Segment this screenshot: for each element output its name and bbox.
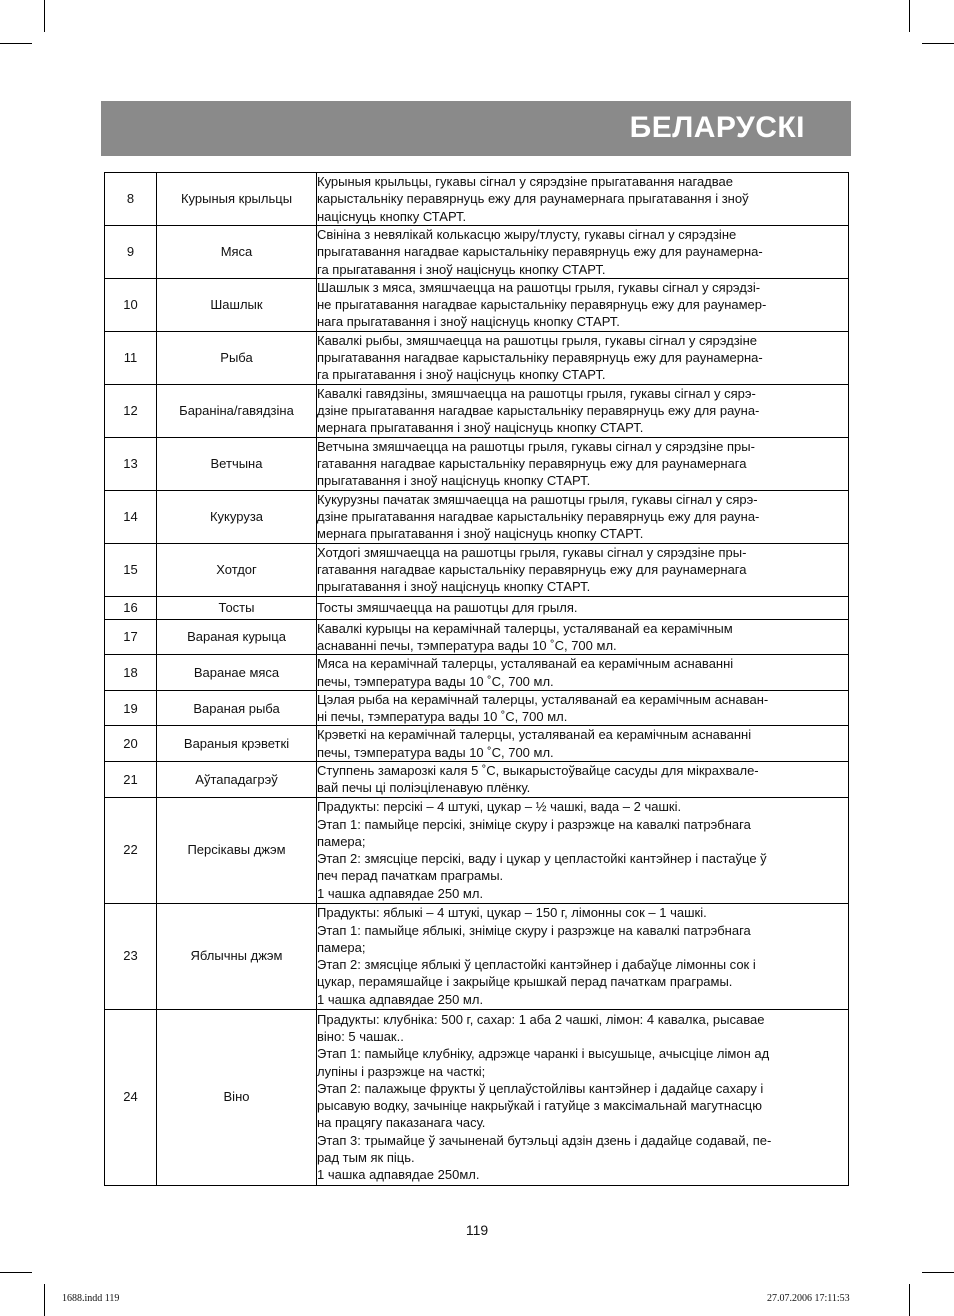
description-line: рад тым як піць. bbox=[317, 1150, 415, 1166]
program-number: 14 bbox=[105, 490, 157, 543]
program-number: 18 bbox=[105, 655, 157, 691]
program-description bbox=[317, 226, 849, 279]
description-line: дзіне прыгатавання нагадвае карыстальніку перавярнуць ежу для рауна- bbox=[317, 403, 760, 419]
program-description bbox=[317, 1009, 849, 1185]
description-line: Этап 1: памыйце клубніку, адрэжце чаранкі і высушыце, ачысціце лімон ад bbox=[317, 1046, 770, 1062]
description-line: віно: 5 чашак.. bbox=[317, 1028, 404, 1044]
crop-mark bbox=[44, 0, 45, 32]
language-banner bbox=[101, 101, 851, 156]
program-number: 19 bbox=[105, 690, 157, 726]
table-row bbox=[105, 797, 849, 903]
program-description bbox=[317, 797, 849, 903]
description-line: лупіны і разрэжце на часткі; bbox=[317, 1063, 486, 1079]
description-line: карыстальніку перавярнуць ежу для раунамернага прыгатавання і зноў bbox=[317, 191, 749, 207]
description-line: мернага прыгатавання і зноў націснуць кнопку СТАРТ. bbox=[317, 420, 644, 436]
program-name: Варанае мяса bbox=[157, 655, 317, 691]
description-line: памера; bbox=[317, 939, 366, 955]
program-name: Віно bbox=[157, 1009, 317, 1185]
description-line: прыгатавання нагадвае карыстальніку перавярнуць ежу для раунамерна- bbox=[317, 350, 763, 366]
description-line: Кукурузны пачатак змяшчаецца на рашотцы грыля, гукавы сігнал у сярэ- bbox=[317, 491, 758, 507]
program-number: 10 bbox=[105, 278, 157, 331]
description-line: Этап 2: змясціце яблыкі ў цепластойкі кантэйнер і дабаўце лімонны сок і bbox=[317, 957, 756, 973]
description-line: цукар, перамяшайце і закрыйце крышкай перад пачаткам праграмы. bbox=[317, 974, 733, 990]
program-number: 16 bbox=[105, 596, 157, 619]
program-description bbox=[317, 619, 849, 655]
crop-mark bbox=[44, 1284, 45, 1316]
program-number: 23 bbox=[105, 903, 157, 1009]
description-line: печ перад пачаткам праграмы. bbox=[317, 868, 504, 884]
description-line: Шашлык з мяса, змяшчаецца на рашотцы грыля, гукавы сігнал у сярэдзі- bbox=[317, 279, 761, 295]
program-name: Кукуруза bbox=[157, 490, 317, 543]
program-name: Тосты bbox=[157, 596, 317, 619]
program-description bbox=[317, 490, 849, 543]
table-row bbox=[105, 278, 849, 331]
table-row bbox=[105, 226, 849, 279]
crop-mark bbox=[909, 0, 910, 32]
description-line: Этап 2: палажыце фрукты ў цеплаўстойлівы кантэйнер і дадайце сахару і bbox=[317, 1080, 764, 1096]
description-line: прыгатавання і зноў націснуць кнопку СТАРТ. bbox=[317, 473, 591, 489]
program-number: 11 bbox=[105, 331, 157, 384]
table-row bbox=[105, 490, 849, 543]
description-line: Свініна з невялікай колькасцю жыру/тлусту, гукавы сігнал у сярэдзіне bbox=[317, 227, 737, 242]
description-line: памера; bbox=[317, 833, 366, 849]
table-row bbox=[105, 903, 849, 1009]
program-name: Персікавы джэм bbox=[157, 797, 317, 903]
description-line: Этап 2: змясціце персікі, ваду і цукар у цепластойкі кантэйнер і пастаўце ў bbox=[317, 851, 767, 867]
program-table-body bbox=[105, 173, 849, 1186]
description-line: аснаванні печы, тэмпература вады 10 ˚С, 700 мл. bbox=[317, 637, 617, 653]
program-name: Рыба bbox=[157, 331, 317, 384]
description-line: Хотдогі змяшчаецца на рашотцы грыля, гукавы сігнал у сярэдзіне пры- bbox=[317, 544, 747, 560]
program-name: Шашлык bbox=[157, 278, 317, 331]
description-line: Прадукты: персікі – 4 штукі, цукар – ½ чашкі, вада – 2 чашкі. bbox=[317, 799, 682, 815]
crop-mark bbox=[0, 1272, 32, 1273]
description-line: Кавалкі курыцы на керамічнай талерцы, усталяванай еа керамічным bbox=[317, 620, 733, 636]
program-number: 20 bbox=[105, 726, 157, 762]
program-number: 8 bbox=[105, 173, 157, 226]
crop-mark bbox=[922, 43, 954, 44]
description-line: Крэветкі на керамічнай талерцы, усталяванай еа керамічным аснаванні bbox=[317, 727, 752, 743]
description-line: нага прыгатавання і зноў націснуць кнопку СТАРТ. bbox=[317, 314, 620, 330]
description-line: Прадукты: клубніка: 500 г, сахар: 1 аба 2 чашкі, лімон: 4 кавалка, рысавае bbox=[317, 1011, 765, 1027]
description-line: націснуць кнопку СТАРТ. bbox=[317, 208, 467, 224]
program-description bbox=[317, 596, 849, 619]
description-line: Ветчына змяшчаецца на рашотцы грыля, гукавы сігнал у сярэдзіне пры- bbox=[317, 438, 755, 454]
program-number: 17 bbox=[105, 619, 157, 655]
table-row bbox=[105, 596, 849, 619]
table-row bbox=[105, 619, 849, 655]
program-number: 24 bbox=[105, 1009, 157, 1185]
crop-mark bbox=[909, 1284, 910, 1316]
description-line: рысавую водку, зачыніце накрыўкай і гатуйце з максімальнай магутнасцю bbox=[317, 1098, 762, 1114]
table-row bbox=[105, 173, 849, 226]
description-line: печы, тэмпература вады 10 ˚С, 700 мл. bbox=[317, 744, 554, 760]
program-number: 13 bbox=[105, 437, 157, 490]
program-description bbox=[317, 437, 849, 490]
crop-mark bbox=[0, 43, 32, 44]
program-number: 22 bbox=[105, 797, 157, 903]
crop-mark bbox=[922, 1272, 954, 1273]
description-line: Ступпень замарозкі каля 5 ˚С, выкарыстоўвайце сасуды для мікрахвале- bbox=[317, 763, 759, 779]
description-line: прыгатавання і зноў націснуць кнопку СТАРТ. bbox=[317, 579, 591, 595]
program-name: Хотдог bbox=[157, 543, 317, 596]
description-line: Тосты змяшчаецца на рашотцы для грыля. bbox=[317, 600, 578, 616]
description-line: гатавання нагадвае карыстальніку перавярнуць ежу для раунамернага bbox=[317, 562, 747, 578]
table-row bbox=[105, 384, 849, 437]
program-name: Вараная рыба bbox=[157, 690, 317, 726]
footer-timestamp: 27.07.2006 17:11:53 bbox=[767, 1293, 850, 1304]
program-description bbox=[317, 543, 849, 596]
program-description bbox=[317, 655, 849, 691]
program-description bbox=[317, 173, 849, 226]
program-table bbox=[104, 172, 849, 1186]
page-number: 119 bbox=[465, 1222, 489, 1238]
program-name: Вараная курыца bbox=[157, 619, 317, 655]
description-line: гатавання нагадвае карыстальніку перавярнуць ежу для раунамернага bbox=[317, 456, 747, 472]
description-line: вай печы ці поліэціленавую плёнку. bbox=[317, 780, 531, 796]
description-line: печы, тэмпература вады 10 ˚С, 700 мл. bbox=[317, 673, 554, 689]
description-line: 1 чашка адпавядае 250 мл. bbox=[317, 991, 484, 1007]
table-row bbox=[105, 690, 849, 726]
description-line: Кавалкі рыбы, змяшчаецца на рашотцы грыля, гукавы сігнал у сярэдзіне bbox=[317, 332, 757, 348]
description-line: не прыгатавання нагадвае карыстальніку перавярнуць ежу для раунамер- bbox=[317, 297, 767, 313]
program-name: Курыныя крыльцы bbox=[157, 173, 317, 226]
program-name: Ветчына bbox=[157, 437, 317, 490]
program-description bbox=[317, 762, 849, 798]
program-description bbox=[317, 726, 849, 762]
program-description bbox=[317, 384, 849, 437]
description-line: Курыныя крыльцы, гукавы сігнал у сярэдзіне прыгатавання нагадвае bbox=[317, 174, 733, 190]
program-name: Бараніна/гавядзіна bbox=[157, 384, 317, 437]
program-name: Вараныя крэветкі bbox=[157, 726, 317, 762]
table-row bbox=[105, 331, 849, 384]
description-line: га прыгатавання і зноў націснуць кнопку СТАРТ. bbox=[317, 261, 606, 277]
program-number: 9 bbox=[105, 226, 157, 279]
program-name: Мяса bbox=[157, 226, 317, 279]
description-line: Кавалкі гавядзіны, змяшчаецца на рашотцы грыля, гукавы сігнал у сярэ- bbox=[317, 385, 756, 401]
description-line: 1 чашка адпавядае 250 мл. bbox=[317, 885, 484, 901]
table-row bbox=[105, 762, 849, 798]
table-row bbox=[105, 655, 849, 691]
program-description bbox=[317, 278, 849, 331]
program-number: 15 bbox=[105, 543, 157, 596]
description-line: ні печы, тэмпература вады 10 ˚С, 700 мл. bbox=[317, 709, 568, 725]
table-row bbox=[105, 543, 849, 596]
description-line: га прыгатавання і зноў націснуць кнопку СТАРТ. bbox=[317, 367, 606, 383]
program-number: 12 bbox=[105, 384, 157, 437]
description-line: Этап 1: памыйце персікі, зніміце скуру і разрэжце на кавалкі патрэбнага bbox=[317, 816, 751, 832]
description-line: мернага прыгатавання і зноў націснуць кнопку СТАРТ. bbox=[317, 526, 644, 542]
table-row bbox=[105, 726, 849, 762]
program-name: Яблычны джэм bbox=[157, 903, 317, 1009]
program-description bbox=[317, 331, 849, 384]
description-line: Прадукты: яблыкі – 4 штукі, цукар – 150 г, лімонны сок – 1 чашкі. bbox=[317, 905, 707, 921]
description-line: дзіне прыгатавання нагадвае карыстальніку перавярнуць ежу для рауна- bbox=[317, 509, 760, 525]
description-line: Этап 3: трымайце ў зачыненай бутэльці адзін дзень і дадайце содавай, пе- bbox=[317, 1132, 772, 1148]
description-line: Цэлая рыба на керамічнай талерцы, усталяванай еа керамічным аснаван- bbox=[317, 691, 769, 707]
description-line: прыгатавання нагадвае карыстальніку перавярнуць ежу для раунамерна- bbox=[317, 244, 763, 260]
description-line: Мяса на керамічнай талерцы, усталяванай еа керамічным аснаванні bbox=[317, 656, 734, 672]
program-name: Аўтападагрэў bbox=[157, 762, 317, 798]
description-line: на працягу паказанага часу. bbox=[317, 1115, 486, 1131]
table-row bbox=[105, 1009, 849, 1185]
description-line: 1 чашка адпавядае 250мл. bbox=[317, 1167, 480, 1183]
program-description bbox=[317, 903, 849, 1009]
program-number: 21 bbox=[105, 762, 157, 798]
description-line: Этап 1: памыйце яблыкі, зніміце скуру і разрэжце на кавалкі патрэбнага bbox=[317, 922, 751, 938]
footer-file-info: 1688.indd 119 bbox=[62, 1293, 120, 1304]
program-description bbox=[317, 690, 849, 726]
page-title: БЕЛАРУСКІ bbox=[629, 111, 805, 144]
table-row bbox=[105, 437, 849, 490]
